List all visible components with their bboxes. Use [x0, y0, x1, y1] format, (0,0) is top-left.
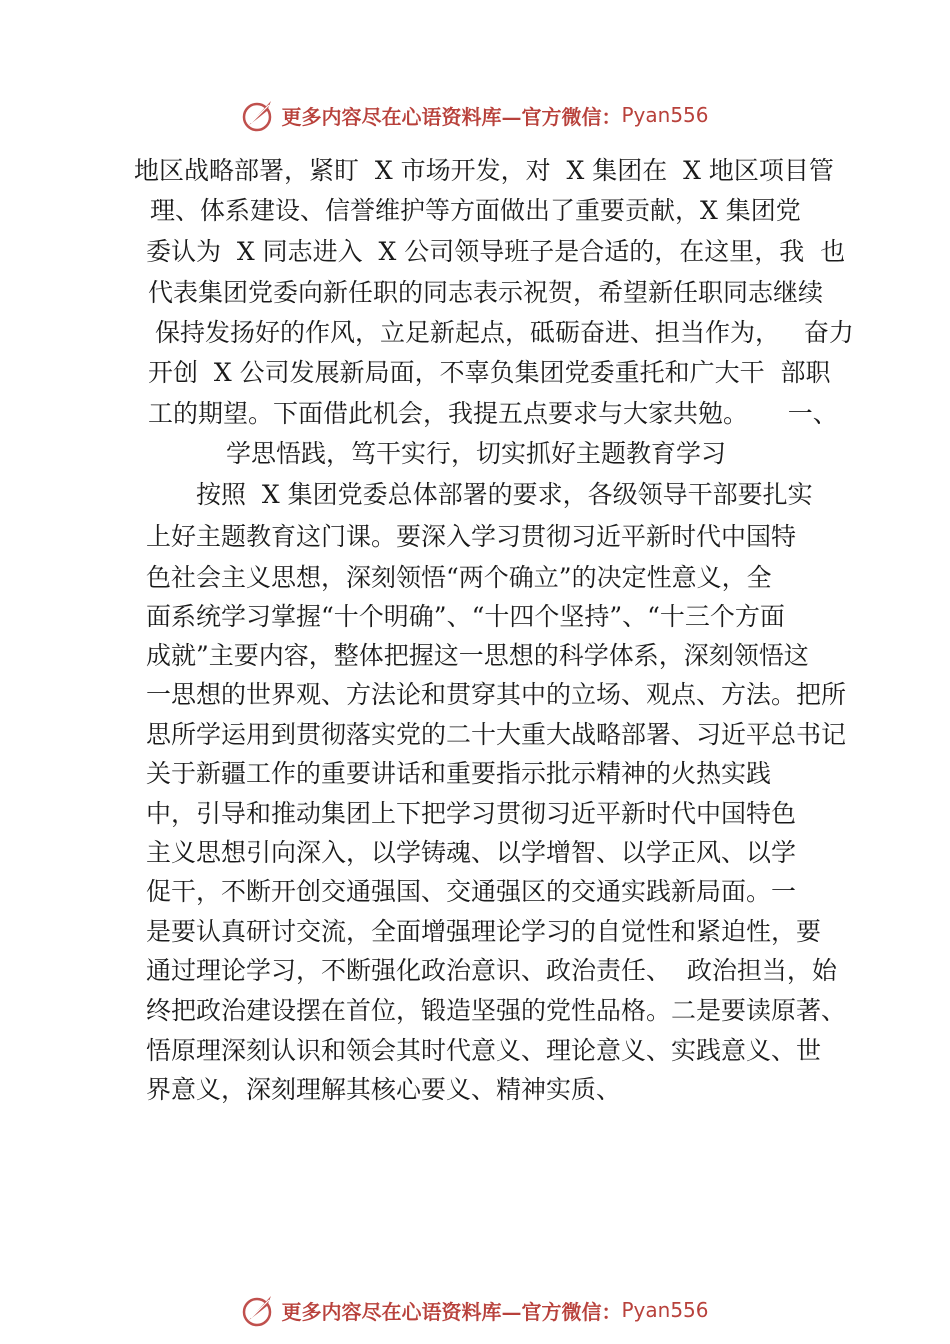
- body-line: 通过理论学习，不断强化政治意识、政治责任、 政治担当，始: [146, 956, 837, 985]
- body-line: 面系统学习掌握“十个明确”、“十四个坚持”、“十三个方面: [146, 602, 785, 631]
- body-line: 色社会主义思想，深刻领悟“两个确立”的决定性意义，全: [146, 563, 772, 592]
- body-line: 是要认真研讨交流，全面增强理论学习的自觉性和紧迫性，要: [146, 917, 822, 946]
- body-line: 工的期望。下面借此机会，我提五点要求与大家共勉。 一、: [148, 399, 838, 428]
- body-line: 代表集团党委向新任职的同志表示祝贺，希望新任职同志继续: [148, 278, 824, 307]
- quill-logo-icon: [241, 97, 277, 133]
- body-line: 开创 X 公司发展新局面，不辜负集团党委重托和广大干 部职: [148, 358, 831, 387]
- body-line: 保持发扬好的作风，立足新起点，砥砺奋进、担当作为， 奋力: [155, 318, 854, 347]
- header-banner: [0, 95, 950, 135]
- body-line: 地区战略部署，紧盯 X 市场开发，对 X 集团在 X 地区项目管: [134, 156, 834, 185]
- body-line: 一思想的世界观、方法论和贯穿其中的立场、观点、方法。把所: [146, 680, 847, 709]
- quill-logo-icon: [241, 1292, 277, 1328]
- body-line: 中，引导和推动集团上下把学习贯彻习近平新时代中国特色: [146, 799, 797, 828]
- banner-wechat-id: Pyan556: [621, 103, 709, 127]
- banner-wechat-id: Pyan556: [621, 1298, 709, 1322]
- body-line: 促干，不断开创交通强国、交通强区的交通实践新局面。一: [146, 877, 797, 906]
- body-line: 界意义，深刻理解其核心要义、精神实质、: [146, 1075, 622, 1104]
- body-line: 思所学运用到贯彻落实党的二十大重大战略部署、习近平总书记: [146, 720, 847, 749]
- body-line: 理、体系建设、信誉维护等方面做出了重要贡献，X 集团党: [150, 196, 801, 225]
- body-line: 主义思想引向深入，以学铸魂、以学增智、以学正风、以学: [146, 838, 797, 867]
- body-line: 委认为 X 同志进入 X 公司领导班子是合适的，在这里，我 也: [146, 237, 846, 266]
- body-line: 悟原理深刻认识和领会其时代意义、理论意义、实践意义、世: [146, 1036, 822, 1065]
- body-line: 终把政治建设摆在首位，锻造坚强的党性品格。二是要读原著、: [146, 996, 847, 1025]
- banner-text: 更多内容尽在心语资料库—官方微信：: [281, 1299, 622, 1324]
- body-line: 关于新疆工作的重要讲话和重要指示批示精神的火热实践: [146, 759, 772, 788]
- body-line: 成就”主要内容，整体把握这一思想的科学体系，深刻领悟这: [146, 641, 809, 670]
- section-heading: 学思悟践，笃干实行，切实抓好主题教育学习: [226, 439, 727, 468]
- body-line: 按照 X 集团党委总体部署的要求，各级领导干部要扎实: [196, 480, 813, 509]
- body-line: 上好主题教育这门课。要深入学习贯彻习近平新时代中国特: [146, 522, 797, 551]
- banner-text: 更多内容尽在心语资料库—官方微信：: [281, 104, 622, 129]
- footer-banner: [0, 1290, 950, 1330]
